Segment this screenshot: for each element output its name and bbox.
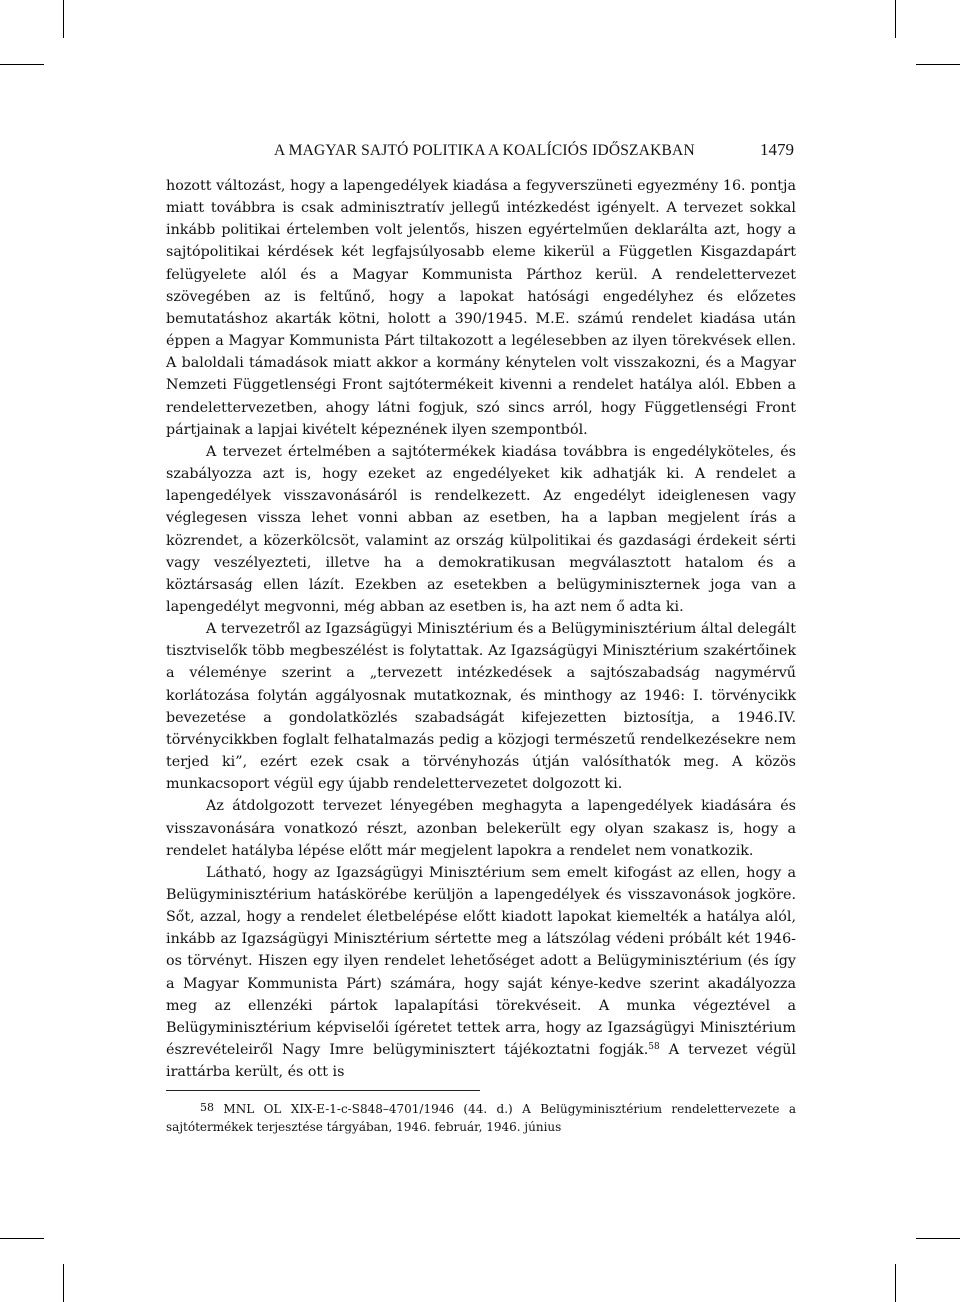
crop-mark — [895, 0, 896, 38]
footnote-divider — [166, 1090, 480, 1091]
footnote-number: 58 — [200, 1101, 214, 1114]
page-number: 1479 — [760, 140, 794, 159]
paragraph: Az átdolgozott tervezet lényegében meghagyta a lapengedélyek kiadására és visszavonására vonatkozó részt, azonban belekerült egy olyan szakasz is, hogy a rendelet hatályba lépése előtt már megjelent lapokra a rendelet nem vonatkozik. — [166, 798, 796, 859]
crop-mark — [916, 1238, 960, 1239]
crop-mark — [0, 1238, 44, 1239]
footnote-reference[interactable]: 58 — [648, 1042, 660, 1053]
paragraph: hozott változást, hogy a lapengedélyek kiadása a fegyverszüneti egyezmény 16. pontja miatt továbbra is csak adminisztratív jellegű intézkedést igényelt. A tervezet sokkal inkább politikai értelemben volt jelentős, hiszen egyértelműen deklarálta azt, hogy a sajtópolitikai kérdések két legfajsúlyosabb eleme kikerül a Független Kisgazdapárt felügyelete alól és a Magyar Kommunista Párthoz kerül. A rendelettervezet szövegében az is feltűnő, hogy a lapokat hatósági engedélyhez és előzetes bemutatáshoz akarták kötni, holott a 390/1945. M.E. számú rendelet kiadása után éppen a Magyar Kommunista Párt tiltakozott a legélesebben az ilyen törekvések ellen. A baloldali támadások miatt akkor a kormány kénytelen volt visszakozni, és a Magyar Nemzeti Függetlenségi Front sajtótermékeit kivenni a rendelet hatálya alól. Ebben a rendelettervezetben, ahogy látni fogjuk, szó sincs arról, hogy Függetlenségi Front pártjainak a lapjai kivételt képeznének ilyen szempontból. — [166, 178, 796, 438]
crop-mark — [895, 1264, 896, 1302]
paragraph-text: Látható, hogy az Igazságügyi Minisztérium sem emelt kifogást az ellen, hogy a Belügyminisztérium hatáskörébe kerüljön a lapengedélyek és visszavonások jogköre. Sőt, azzal, hogy a rendelet életbelépése előtt kiadott lapokat kiemelték a hatálya alól, inkább az Igazságügyi Minisztérium sértette meg a látszólag védeni próbált két 1946-os törvényt. Hiszen egy ilyen rendelet lehetőséget adott a Belügyminisztérium (és így a Magyar Kommunista Párt) számára, hogy saját kénye-kedve szerint akadályozza meg az ellenzéki pártok lapalapítási törekvéseit. A munka végeztével a Belügyminisztérium képviselői ígéretet tettek arra, hogy az Igazságügyi Minisztérium észrevételeiről Nagy Imre belügyminisztert tájékoztatni fogják. — [166, 864, 796, 1059]
crop-mark — [0, 64, 44, 65]
paragraph: A tervezet értelmében a sajtótermékek kiadása továbbra is engedélyköteles, és szabályozza azt is, hogy ezeket az engedélyeket kik adhatják ki. A rendelet a lapengedélyek visszavonásáról is rendelkezett. Az engedélyt ideiglenesen vagy véglegesen vissza lehet vonni abban az esetben, ha a lapban megjelent írás a közrendet, a közerkölcsöt, valamint az ország külpolitikai és gazdasági érdekeit sérti vagy veszélyezteti, illetve ha a demokratikusan megválasztott hatalom és a köztársaság ellen lázít. Ezekben az esetekben a belügyminiszternek joga van a lapengedélyt megvonni, még abban az esetben is, ha azt nem ő adta ki. — [166, 443, 796, 615]
body-text — [166, 175, 796, 1083]
running-title: A MAGYAR SAJTÓ POLITIKA A KOALÍCIÓS IDŐSZAKBAN — [274, 142, 695, 159]
paragraph-tail: A tervezet végül irattárba került, és ott is — [166, 1042, 796, 1081]
crop-mark — [63, 1264, 64, 1302]
crop-mark — [916, 64, 960, 65]
footnote — [166, 1099, 796, 1136]
crop-mark — [63, 0, 64, 38]
paragraph: A tervezetről az Igazságügyi Minisztérium és a Belügyminisztérium által delegált tisztviselők több megbeszélést is folytattak. Az Igazságügyi Minisztérium szakértőinek a véleménye szerint a „tervezett intézkedések a sajtószabadság nagymérvű korlátozása folytán aggályosnak mutatkoznak, és minthogy az 1946: I. törvénycikk bevezetése a gondolatközlés szabadságát kifejezetten biztosítja, a 1946.IV. törvénycikkben foglalt felhatalmazás pedig a közjogi természetű rendelkezésekre nem terjed ki”, ezért ezek csak a törvényhozás útján valósíthatók meg. A közös munkacsoport végül egy újabb rendelettervezetet dolgozott ki. — [166, 621, 796, 793]
footnote-text: MNL OL XIX-E-1-c-S848–4701/1946 (44. d.) A Belügyminisztérium rendelettervezete a sajtótermékek terjesztése tárgyában, 1946. február, 1946. június — [166, 1102, 796, 1134]
paragraph-last — [166, 862, 796, 1084]
